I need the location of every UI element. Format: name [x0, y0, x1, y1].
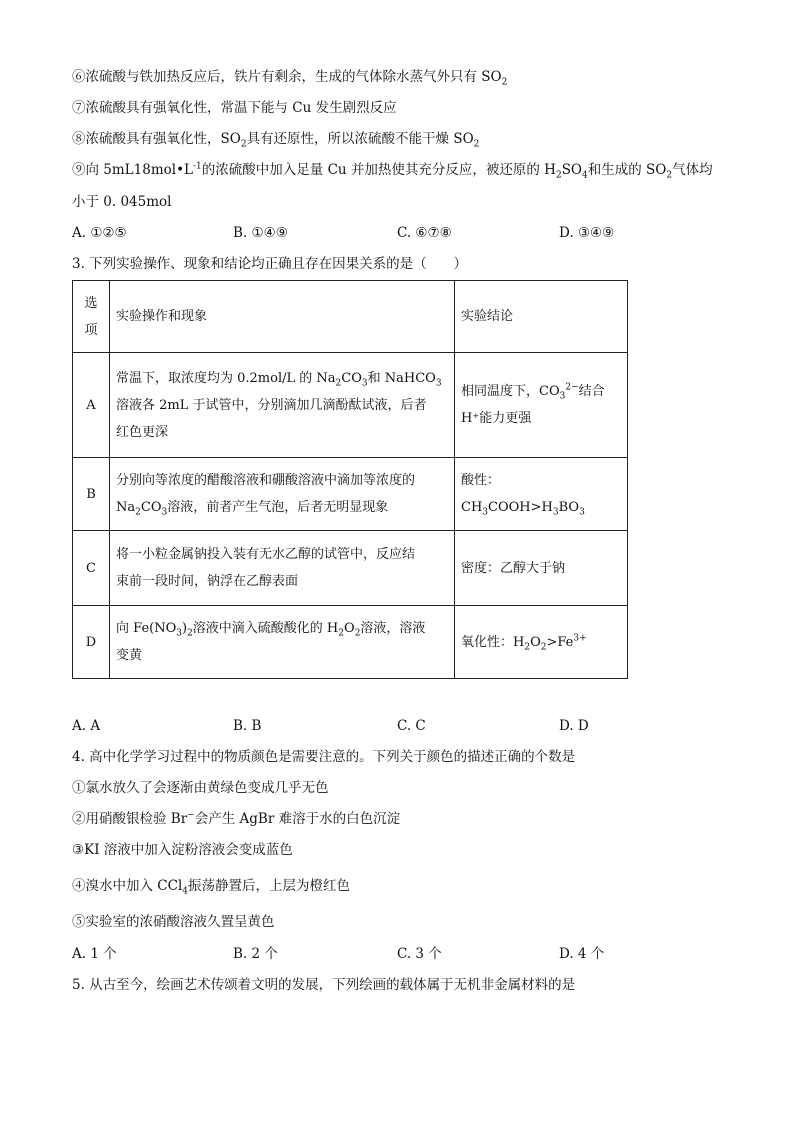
row-b-label: B: [73, 458, 110, 531]
q4-statement-2: ②用硝酸银检验 Br−会产生 AgBr 难溶于水的白色沉淀: [72, 810, 401, 827]
q4-statement-3: ③KI 溶液中加入淀粉溶液会变成蓝色: [72, 842, 293, 858]
header-conclusion: 实验结论: [455, 281, 628, 353]
q2-option-d[interactable]: D. ③④⑨: [559, 225, 615, 241]
q4-statement-1: ①氯水放久了会逐渐由黄绿色变成几乎无色: [72, 780, 329, 796]
row-b-operation: 分别向等浓度的醋酸溶液和硼酸溶液中滴加等浓度的 $Na_2CO_3$溶液，前者产生气泡，后者无明显现象: [110, 458, 455, 531]
q4-option-a[interactable]: A. 1 个: [72, 946, 117, 962]
row-c-conclusion: 密度：乙醇大于钠: [455, 531, 628, 606]
q3-option-a[interactable]: A. A: [72, 718, 101, 734]
statement-7: ⑦浓硫酸具有强氧化性，常温下能与 Cu 发生剧烈反应: [72, 100, 397, 116]
row-a-operation: 常温下，取浓度均为 0.2mol/L 的 $Na_2CO_3$和 NaHCO$_3$ 溶液各 2mL 于试管中，分别滴加几滴酚酞试液，后者 红色更深: [110, 353, 455, 458]
row-d-operation: 向 $Fe(NO_3)_2$溶液中滴入硫酸酸化的 $H_2O_2$溶液，溶液 变黄: [110, 606, 455, 679]
row-d-conclusion: 氧化性：$H_2O_2>Fe^{3+}$: [455, 606, 628, 679]
statement-9: ⑨向 $5mL18mol•L^{-1}$的浓硫酸中加入足量 Cu 并加热使其充分反应，被还原的 $H_2SO_4$和生成的 $SO_2$气体均: [72, 161, 713, 181]
table-row-a: [73, 353, 628, 458]
header-option: 选 项: [73, 281, 110, 353]
q2-option-a[interactable]: A. ①②⑤: [72, 225, 127, 241]
header-operation: 实验操作和现象: [110, 281, 455, 353]
row-a-label: A: [73, 353, 110, 458]
row-a-conclusion: 相同温度下，$CO_3^{2-}$结合 H⁺能力更强: [455, 353, 628, 458]
statement-9-line2: 小于 0. 045mol: [72, 194, 172, 210]
table-row-d: [73, 606, 628, 679]
row-d-label: D: [73, 606, 110, 679]
q4-statement-5: ⑤实验室的浓硝酸溶液久置呈黄色: [72, 914, 275, 930]
statement-8: ⑧浓硫酸具有强氧化性，$SO_2$具有还原性，所以浓硫酸不能干燥 $SO_2$: [72, 131, 480, 150]
q2-option-c[interactable]: C. ⑥⑦⑧: [397, 225, 452, 241]
row-b-conclusion: 酸性：$CH_3COOH>H_3BO_3$: [455, 458, 628, 531]
row-c-label: C: [73, 531, 110, 606]
experiment-table: [72, 280, 628, 679]
q4-stem: 4. 高中化学学习过程中的物质颜色是需要注意的。下列关于颜色的描述正确的个数是: [72, 749, 576, 765]
table-row-b: [73, 458, 628, 531]
q3-stem: 3. 下列实验操作、现象和结论均正确且存在因果关系的是（ ）: [72, 256, 468, 272]
q4-option-d[interactable]: D. 4 个: [559, 946, 605, 962]
q3-option-d[interactable]: D. D: [559, 718, 589, 734]
q4-option-b[interactable]: B. 2 个: [233, 946, 278, 962]
q2-option-b[interactable]: B. ①④⑨: [233, 225, 288, 241]
q3-option-b[interactable]: B. B: [233, 718, 262, 734]
statement-6: ⑥浓硫酸与铁加热反应后，铁片有剩余，生成的气体除水蒸气外只有 $SO_2$: [72, 69, 508, 88]
q5-stem: 5. 从古至今，绘画艺术传颂着文明的发展，下列绘画的载体属于无机非金属材料的是: [72, 977, 576, 993]
table-header-row: [73, 281, 628, 353]
row-c-operation: 将一小粒金属钠投入装有无水乙醇的试管中，反应结 束前一段时间，钠浮在乙醇表面: [110, 531, 455, 606]
q4-option-c[interactable]: C. 3 个: [397, 946, 442, 962]
q4-statement-4: ④溴水中加入 CCl$_4$振荡静置后，上层为橙红色: [72, 878, 351, 897]
q3-option-c[interactable]: C. C: [397, 718, 426, 734]
table-row-c: [73, 531, 628, 606]
